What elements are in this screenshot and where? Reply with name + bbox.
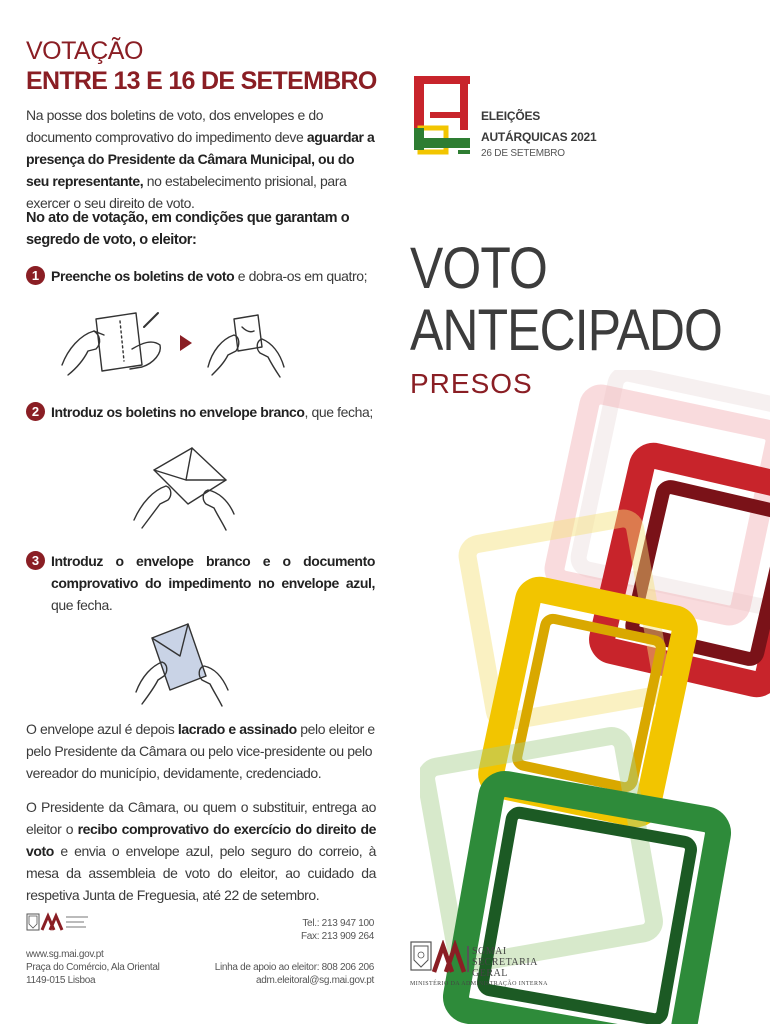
- elections-logo-icon: [410, 72, 472, 162]
- sgmai-small-logo: [26, 912, 90, 934]
- step-3-text: Introduz o envelope branco e o documento comprovativo do impedimento no envelope azul, que fecha.: [51, 553, 375, 613]
- heading-dates: ENTRE 13 E 16 DE SETEMBRO: [26, 67, 377, 95]
- step-2-number: 2: [26, 402, 45, 421]
- heading-votacao: VOTAÇÃO: [26, 37, 143, 65]
- intro-paragraph: Na posse dos boletins de voto, dos envelopes e do documento comprovativo do impedimento deve aguardar a presença do Presidente da Câmara Municipal, ou do seu representante, no estabelecimento prisional, para exercer o seu direito de voto.: [26, 107, 375, 211]
- footer-address-1: Praça do Comércio, Ala Oriental: [26, 962, 160, 973]
- footer-website[interactable]: www.sg.mai.gov.pt: [26, 949, 104, 960]
- ministry-logo-icon: [410, 940, 474, 980]
- ministry-full-name: MINISTÉRIO DA ADMINISTRAÇÃO INTERNA: [410, 981, 548, 987]
- title-presos: PRESOS: [410, 368, 533, 399]
- decorative-squares: [420, 370, 770, 1024]
- step-1-number: 1: [26, 266, 45, 285]
- elections-type: AUTÁRQUICAS 2021: [481, 130, 597, 144]
- president-paragraph: O Presidente da Câmara, ou quem o substituir, entrega ao eleitor o recibo comprovativo do exercício do direito de voto e envia o envelope azul, pelo seguro do correio, à mesa da assembleia de voto do eleitor, ao cuidado da respetiva Junta de Freguesia, até 22 de setembro.: [26, 799, 376, 903]
- step-1-text: Preenche os boletins de voto e dobra-os em quatro;: [51, 268, 368, 284]
- footer-address-2: 1149-015 Lisboa: [26, 975, 96, 986]
- footer-support-line: Linha de apoio ao eleitor: 808 206 206: [214, 962, 374, 973]
- title-voto: VOTO: [410, 236, 547, 301]
- title-antecipado: ANTECIPADO: [410, 298, 722, 363]
- ministry-name-2: SECRETARIA: [472, 957, 538, 968]
- elections-date: 26 DE SETEMBRO: [481, 148, 565, 159]
- envelope-paragraph: O envelope azul é depois lacrado e assinado pelo eleitor e pelo Presidente da Câmara ou pelo vice-presidente ou pelo vereador do município, devidamente, credenciado.: [26, 721, 375, 781]
- fill-ballot-illustration: [58, 305, 298, 385]
- ministry-name-3: GERAL: [472, 968, 508, 979]
- green-square: [454, 782, 720, 1024]
- arrow-right-icon: [180, 335, 192, 351]
- elections-label: ELEIÇÕES: [481, 109, 541, 123]
- white-envelope-illustration: [130, 440, 240, 535]
- blue-envelope-illustration: [132, 618, 232, 708]
- step-3-number: 3: [26, 551, 45, 570]
- footer-email[interactable]: adm.eleitoral@sg.mai.gov.pt: [255, 975, 374, 986]
- voting-lead: No ato de votação, em condições que garantam o segredo de voto, o eleitor:: [26, 210, 350, 248]
- ministry-name-1: SGMAI: [472, 946, 507, 957]
- footer-tel: Tel.: 213 947 100: [302, 918, 374, 929]
- step-2-text: Introduz os boletins no envelope branco, que fecha;: [51, 404, 373, 420]
- footer-fax: Fax: 213 909 264: [300, 931, 374, 942]
